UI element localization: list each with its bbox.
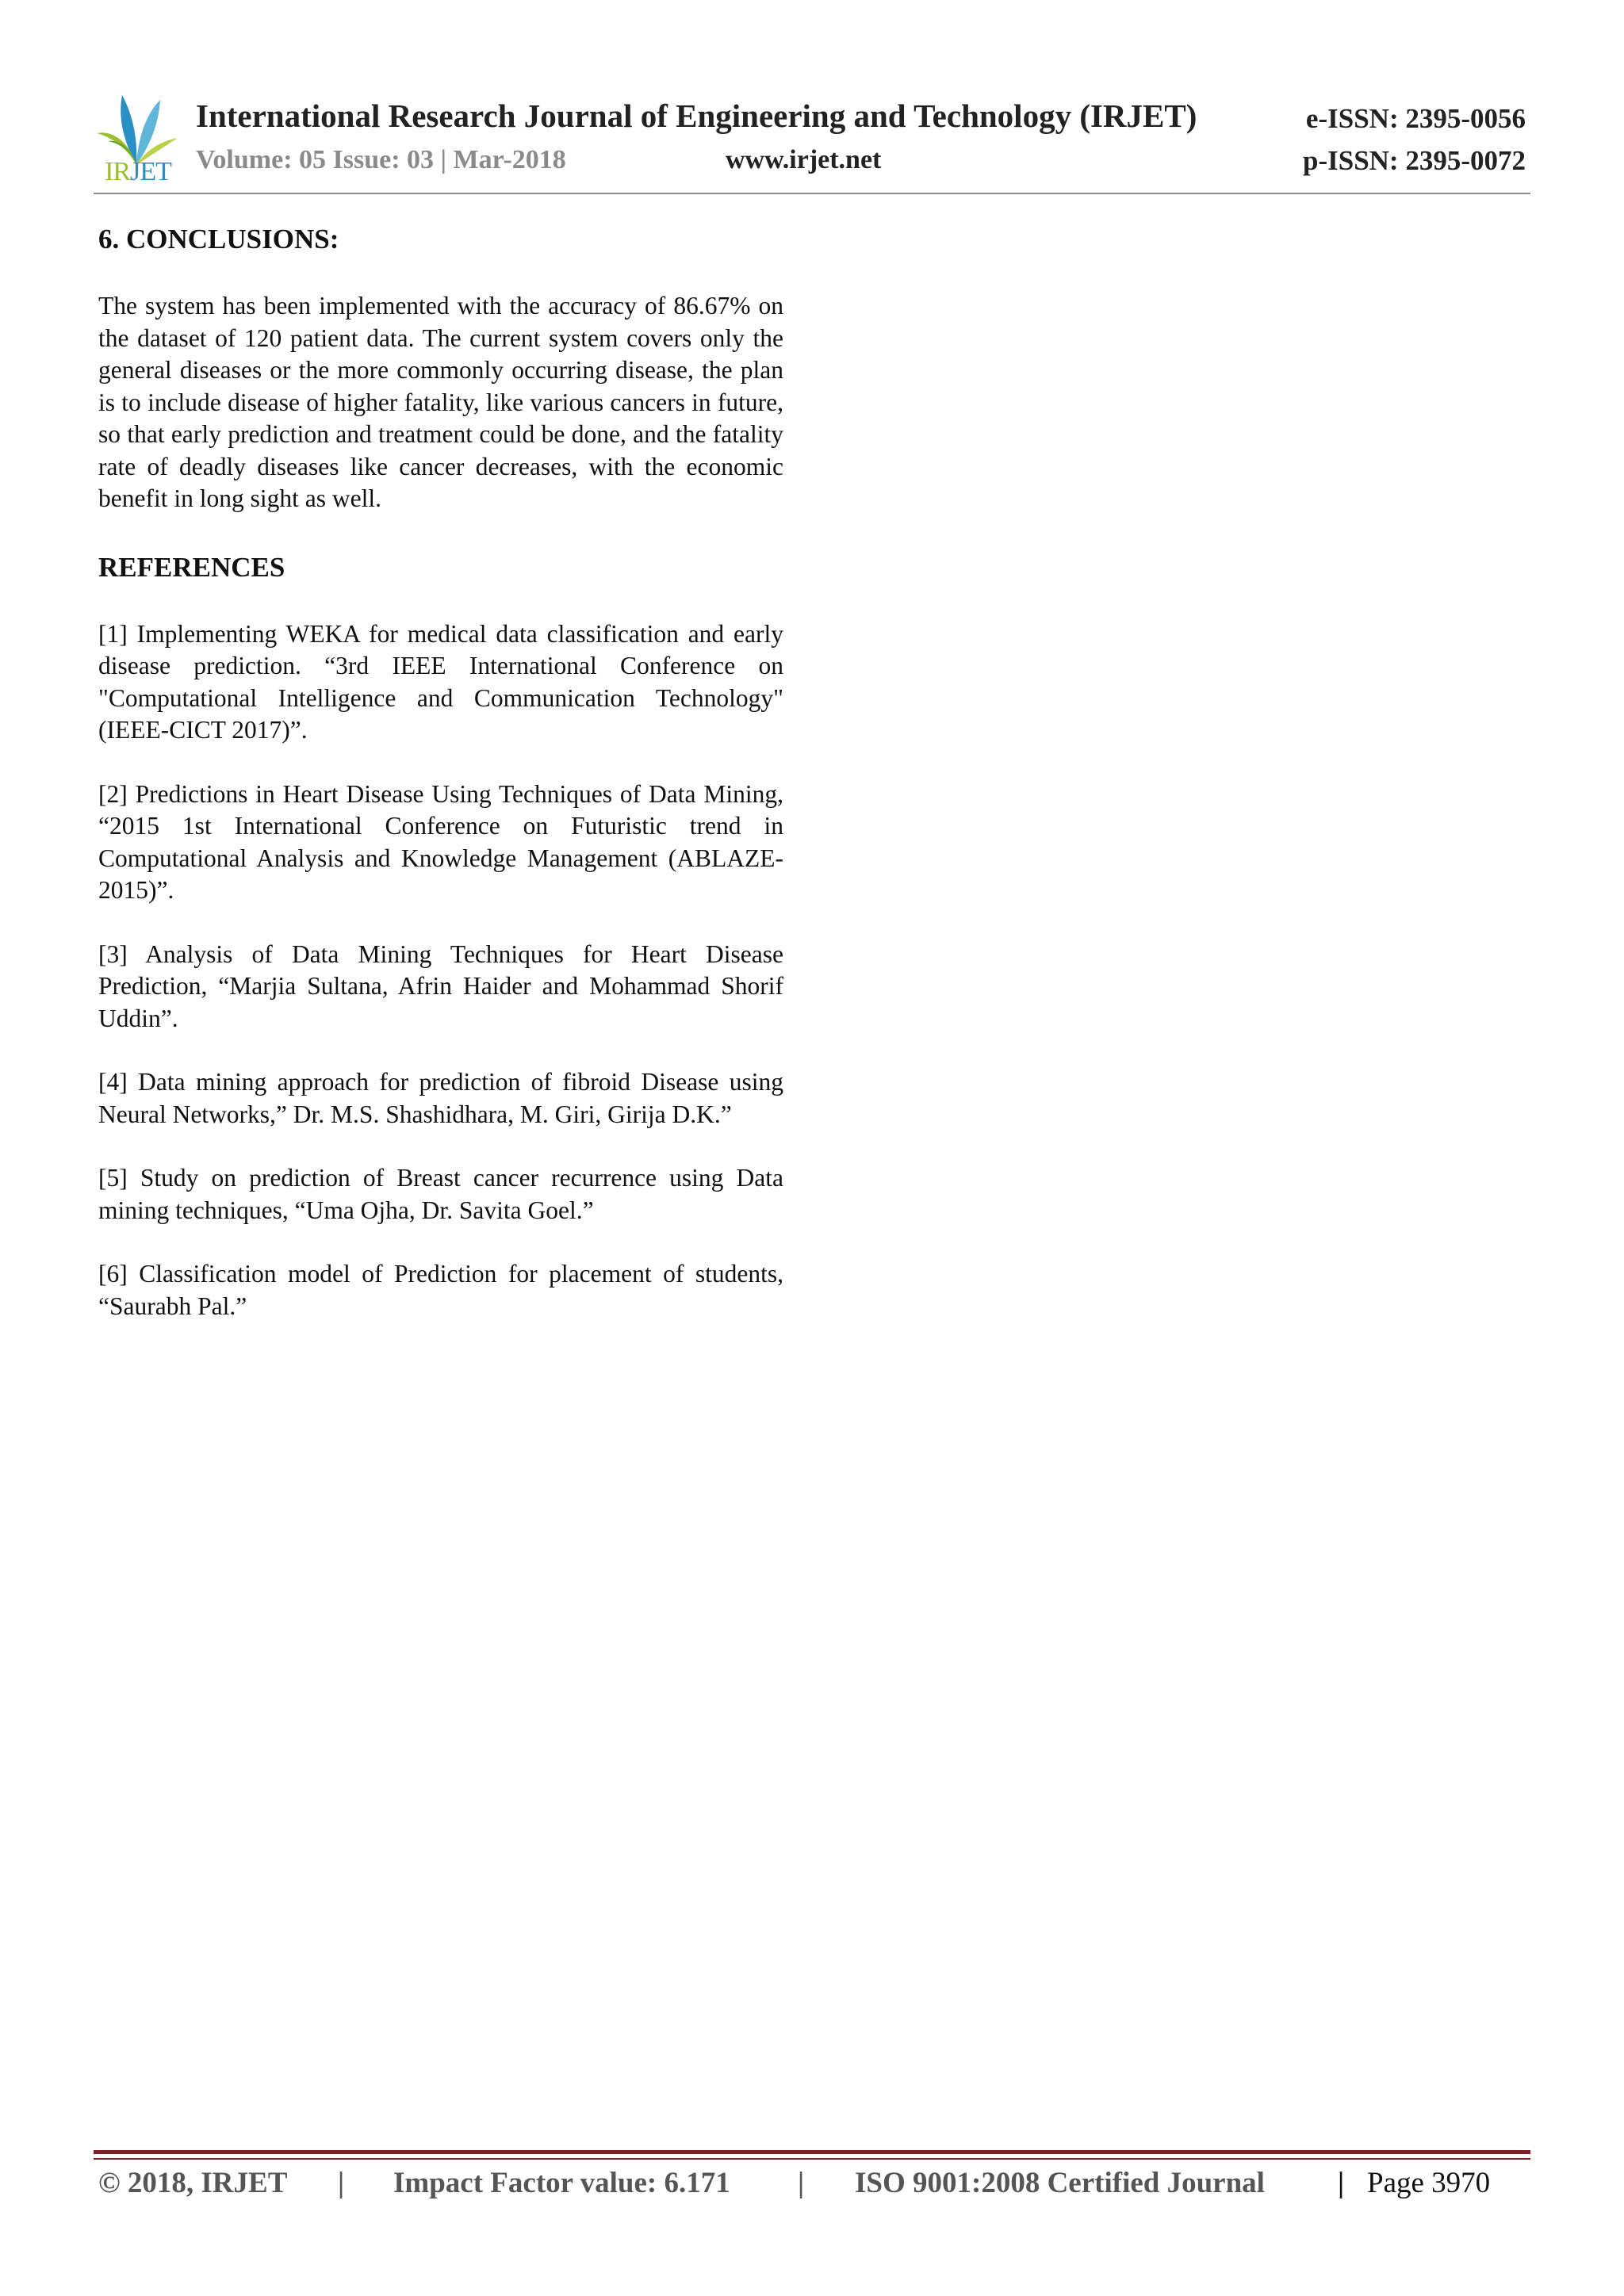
volume-issue: Volume: 05 Issue: 03 | Mar-2018 (196, 145, 566, 174)
journal-logo (94, 89, 179, 189)
footer-page-number: Page 3970 (1367, 2167, 1491, 2199)
references-heading: REFERENCES (98, 551, 285, 583)
reference-item: [4] Data mining approach for prediction of fibroid Disease using Neural Networks,” Dr. M.S. Shashidhara, M. Giri, Girija D.K.” (98, 1068, 783, 1128)
logo-text: IRJET (105, 157, 171, 186)
left-column (98, 224, 783, 1354)
conclusions-paragraph: The system has been implemented with the accuracy of 86.67% on the dataset of 120 patient data. The current system covers only the general diseases or the more commonly occurring disease, the plan is to include disease of higher fatality, like various cancers in future, so that early prediction and treatment could be done, and the fatality rate of deadly diseases like cancer decreases, with the economic benefit in long sight as well. (98, 292, 783, 512)
header-divider (94, 193, 1530, 194)
conclusions-heading: 6. CONCLUSIONS: (98, 224, 339, 254)
footer-separator: | (338, 2167, 345, 2199)
reference-item: [3] Analysis of Data Mining Techniques for Heart Disease Prediction, “Marjia Sultana, Afrin Haider and Mohammad Shorif Uddin”. (98, 939, 783, 1032)
p-issn: p-ISSN: 2395-0072 (1302, 145, 1526, 176)
page-footer (98, 2166, 1526, 2206)
footer-separator: | (1338, 2167, 1345, 2199)
reference-item: [5] Study on prediction of Breast cancer recurrence using Data mining techniques, “Uma Ojha, Dr. Savita Goel.” (98, 1164, 783, 1224)
footer-iso: ISO 9001:2008 Certified Journal (855, 2167, 1265, 2199)
journal-title: International Research Journal of Engineering and Technology (IRJET) (196, 98, 1197, 134)
journal-website[interactable]: www.irjet.net (726, 145, 882, 174)
logo-leaves-icon (94, 89, 179, 168)
reference-item: [2] Predictions in Heart Disease Using Techniques of Data Mining, “2015 1st International Conference on Futuristic trend in Computational Analysis and Knowledge Management (ABLAZE-2015)”. (98, 779, 783, 904)
footer-rule-thick (94, 2150, 1530, 2154)
footer-separator: | (798, 2167, 805, 2199)
footer-copyright: © 2018, IRJET (98, 2167, 288, 2199)
e-issn: e-ISSN: 2395-0056 (1305, 103, 1526, 134)
reference-item: [6] Classification model of Prediction for placement of students, “Saurabh Pal.” (98, 1260, 783, 1320)
reference-item: [1] Implementing WEKA for medical data classification and early disease prediction. “3rd IEEE International Conference on "Computational Intelligence and Communication Technology" (IEEE-CICT 2017)”. (98, 619, 783, 744)
footer-impact-factor: Impact Factor value: 6.171 (393, 2167, 730, 2199)
footer-rule-thin (94, 2158, 1530, 2160)
